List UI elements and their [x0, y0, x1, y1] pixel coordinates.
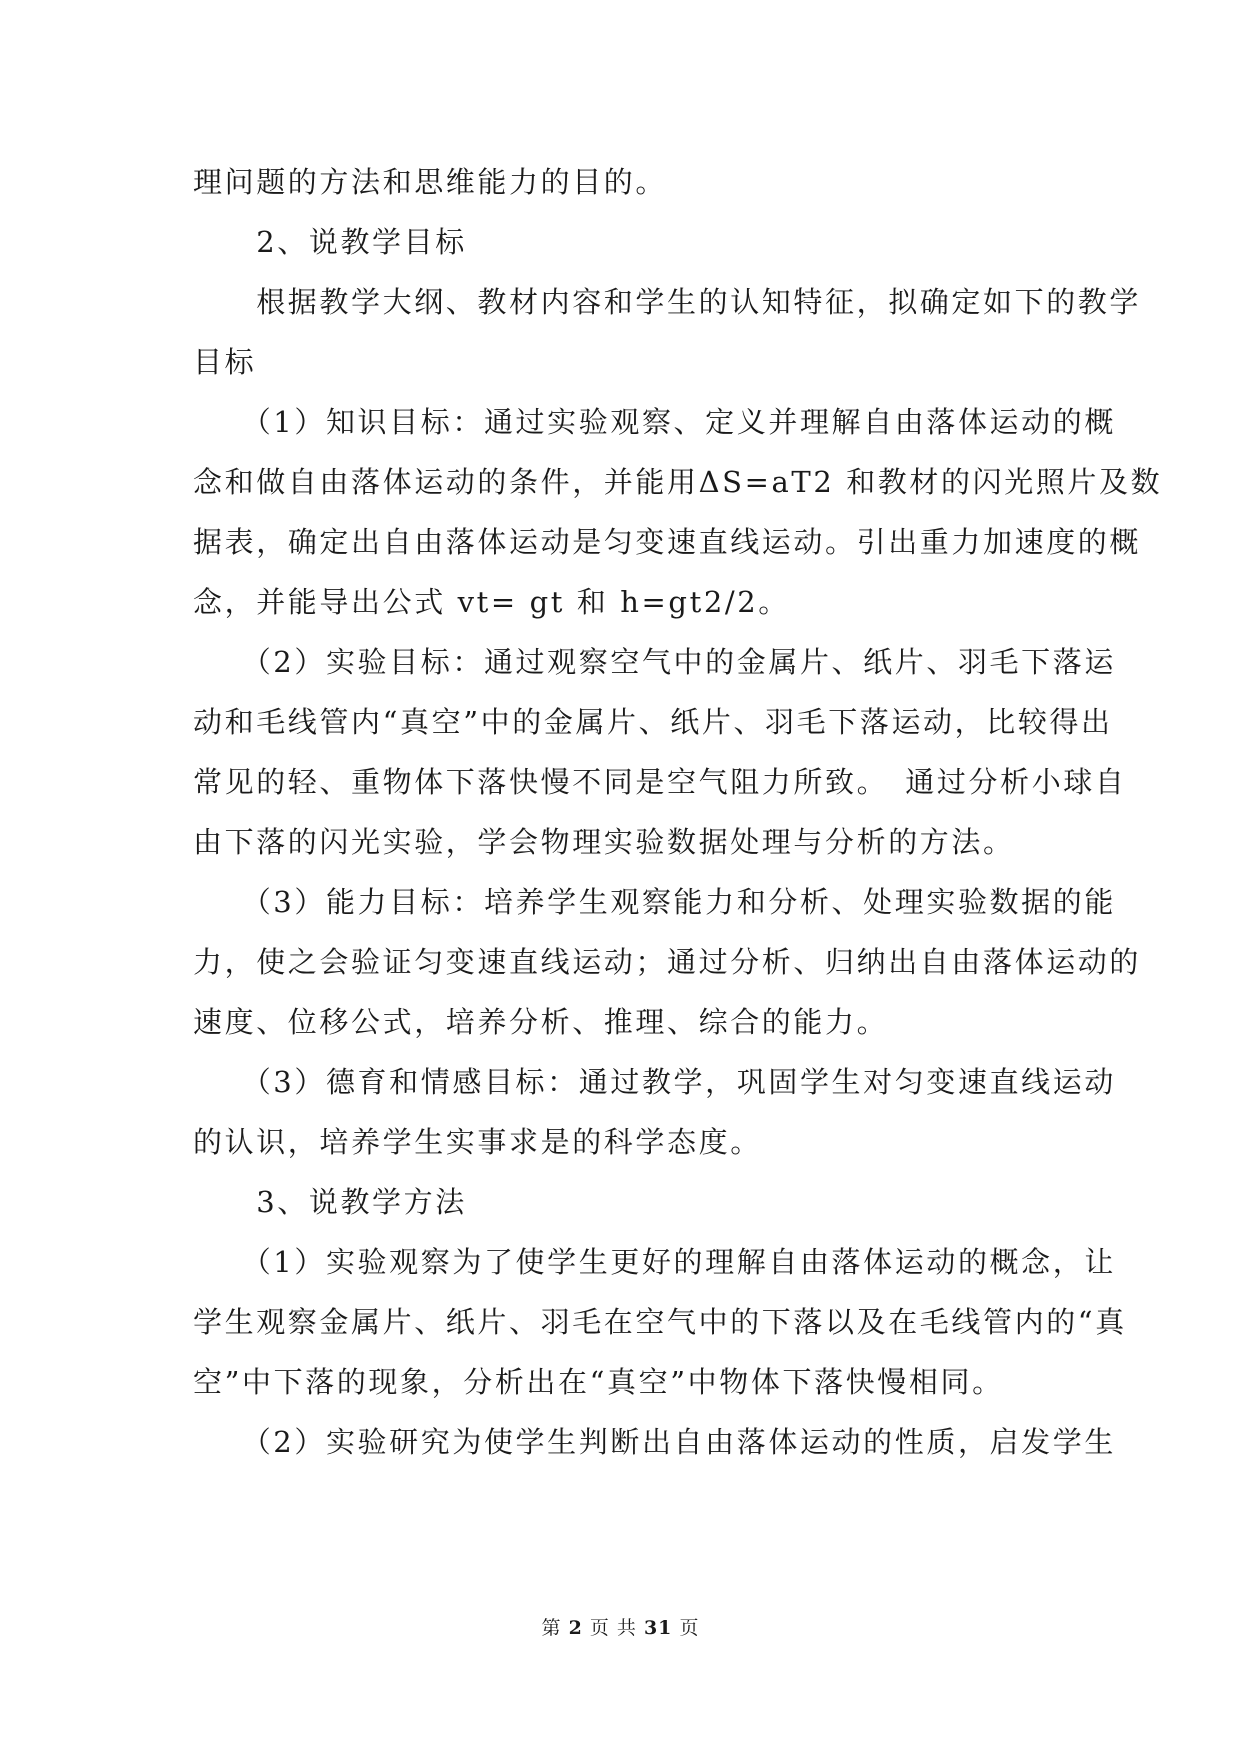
- footer-middle: 页 共: [589, 1617, 637, 1639]
- text-line: 念和做自由落体运动的条件，并能用ΔS=aT2 和教材的闪光照片及数: [193, 465, 1163, 499]
- text-line: 动和毛线管内“真空”中的金属片、纸片、羽毛下落运动，比较得出: [193, 705, 1113, 739]
- text-line: 速度、位移公式，培养分析、推理、综合的能力。: [193, 1005, 889, 1039]
- footer-suffix: 页: [679, 1617, 700, 1639]
- footer-prefix: 第: [541, 1617, 562, 1639]
- text-line: 的认识，培养学生实事求是的科学态度。: [193, 1125, 762, 1159]
- total-pages-number: 31: [643, 1617, 673, 1639]
- text-line: 由下落的闪光实验，学会物理实验数据处理与分析的方法。: [193, 825, 1015, 859]
- text-line: 目标: [193, 345, 257, 379]
- section-heading: 2、说教学目标: [193, 225, 467, 259]
- text-line: （3）能力目标：培养学生观察能力和分析、处理实验数据的能: [193, 885, 1116, 919]
- section-heading: 3、说教学方法: [193, 1185, 467, 1219]
- text-line: 空”中下落的现象，分析出在“真空”中物体下落快慢相同。: [193, 1365, 1004, 1399]
- text-line: 据表，确定出自由落体运动是匀变速直线运动。引出重力加速度的概: [193, 525, 1142, 559]
- page-body: [193, 152, 1163, 1472]
- current-page-number: 2: [568, 1617, 583, 1639]
- text-line: 常见的轻、重物体下落快慢不同是空气阻力所致。 通过分析小球自: [193, 765, 1127, 799]
- text-line: 理问题的方法和思维能力的目的。: [193, 165, 668, 199]
- text-line: （2）实验目标：通过观察空气中的金属片、纸片、羽毛下落运: [193, 645, 1116, 679]
- text-line: （2）实验研究为使学生判断出自由落体运动的性质，启发学生: [193, 1425, 1116, 1459]
- page-footer: [0, 1613, 1241, 1640]
- text-line: （1）知识目标：通过实验观察、定义并理解自由落体运动的概: [193, 405, 1116, 439]
- text-line: 力，使之会验证匀变速直线运动；通过分析、归纳出自由落体运动的: [193, 945, 1142, 979]
- text-line: 根据教学大纲、教材内容和学生的认知特征，拟确定如下的教学: [193, 285, 1142, 319]
- text-line: （3）德育和情感目标：通过教学，巩固学生对匀变速直线运动: [193, 1065, 1116, 1099]
- text-line: （1）实验观察为了使学生更好的理解自由落体运动的概念，让: [193, 1245, 1116, 1279]
- text-line: 学生观察金属片、纸片、羽毛在空气中的下落以及在毛线管内的“真: [193, 1305, 1127, 1339]
- text-line: 念，并能导出公式 vt= gt 和 h=gt2/2。: [193, 585, 790, 619]
